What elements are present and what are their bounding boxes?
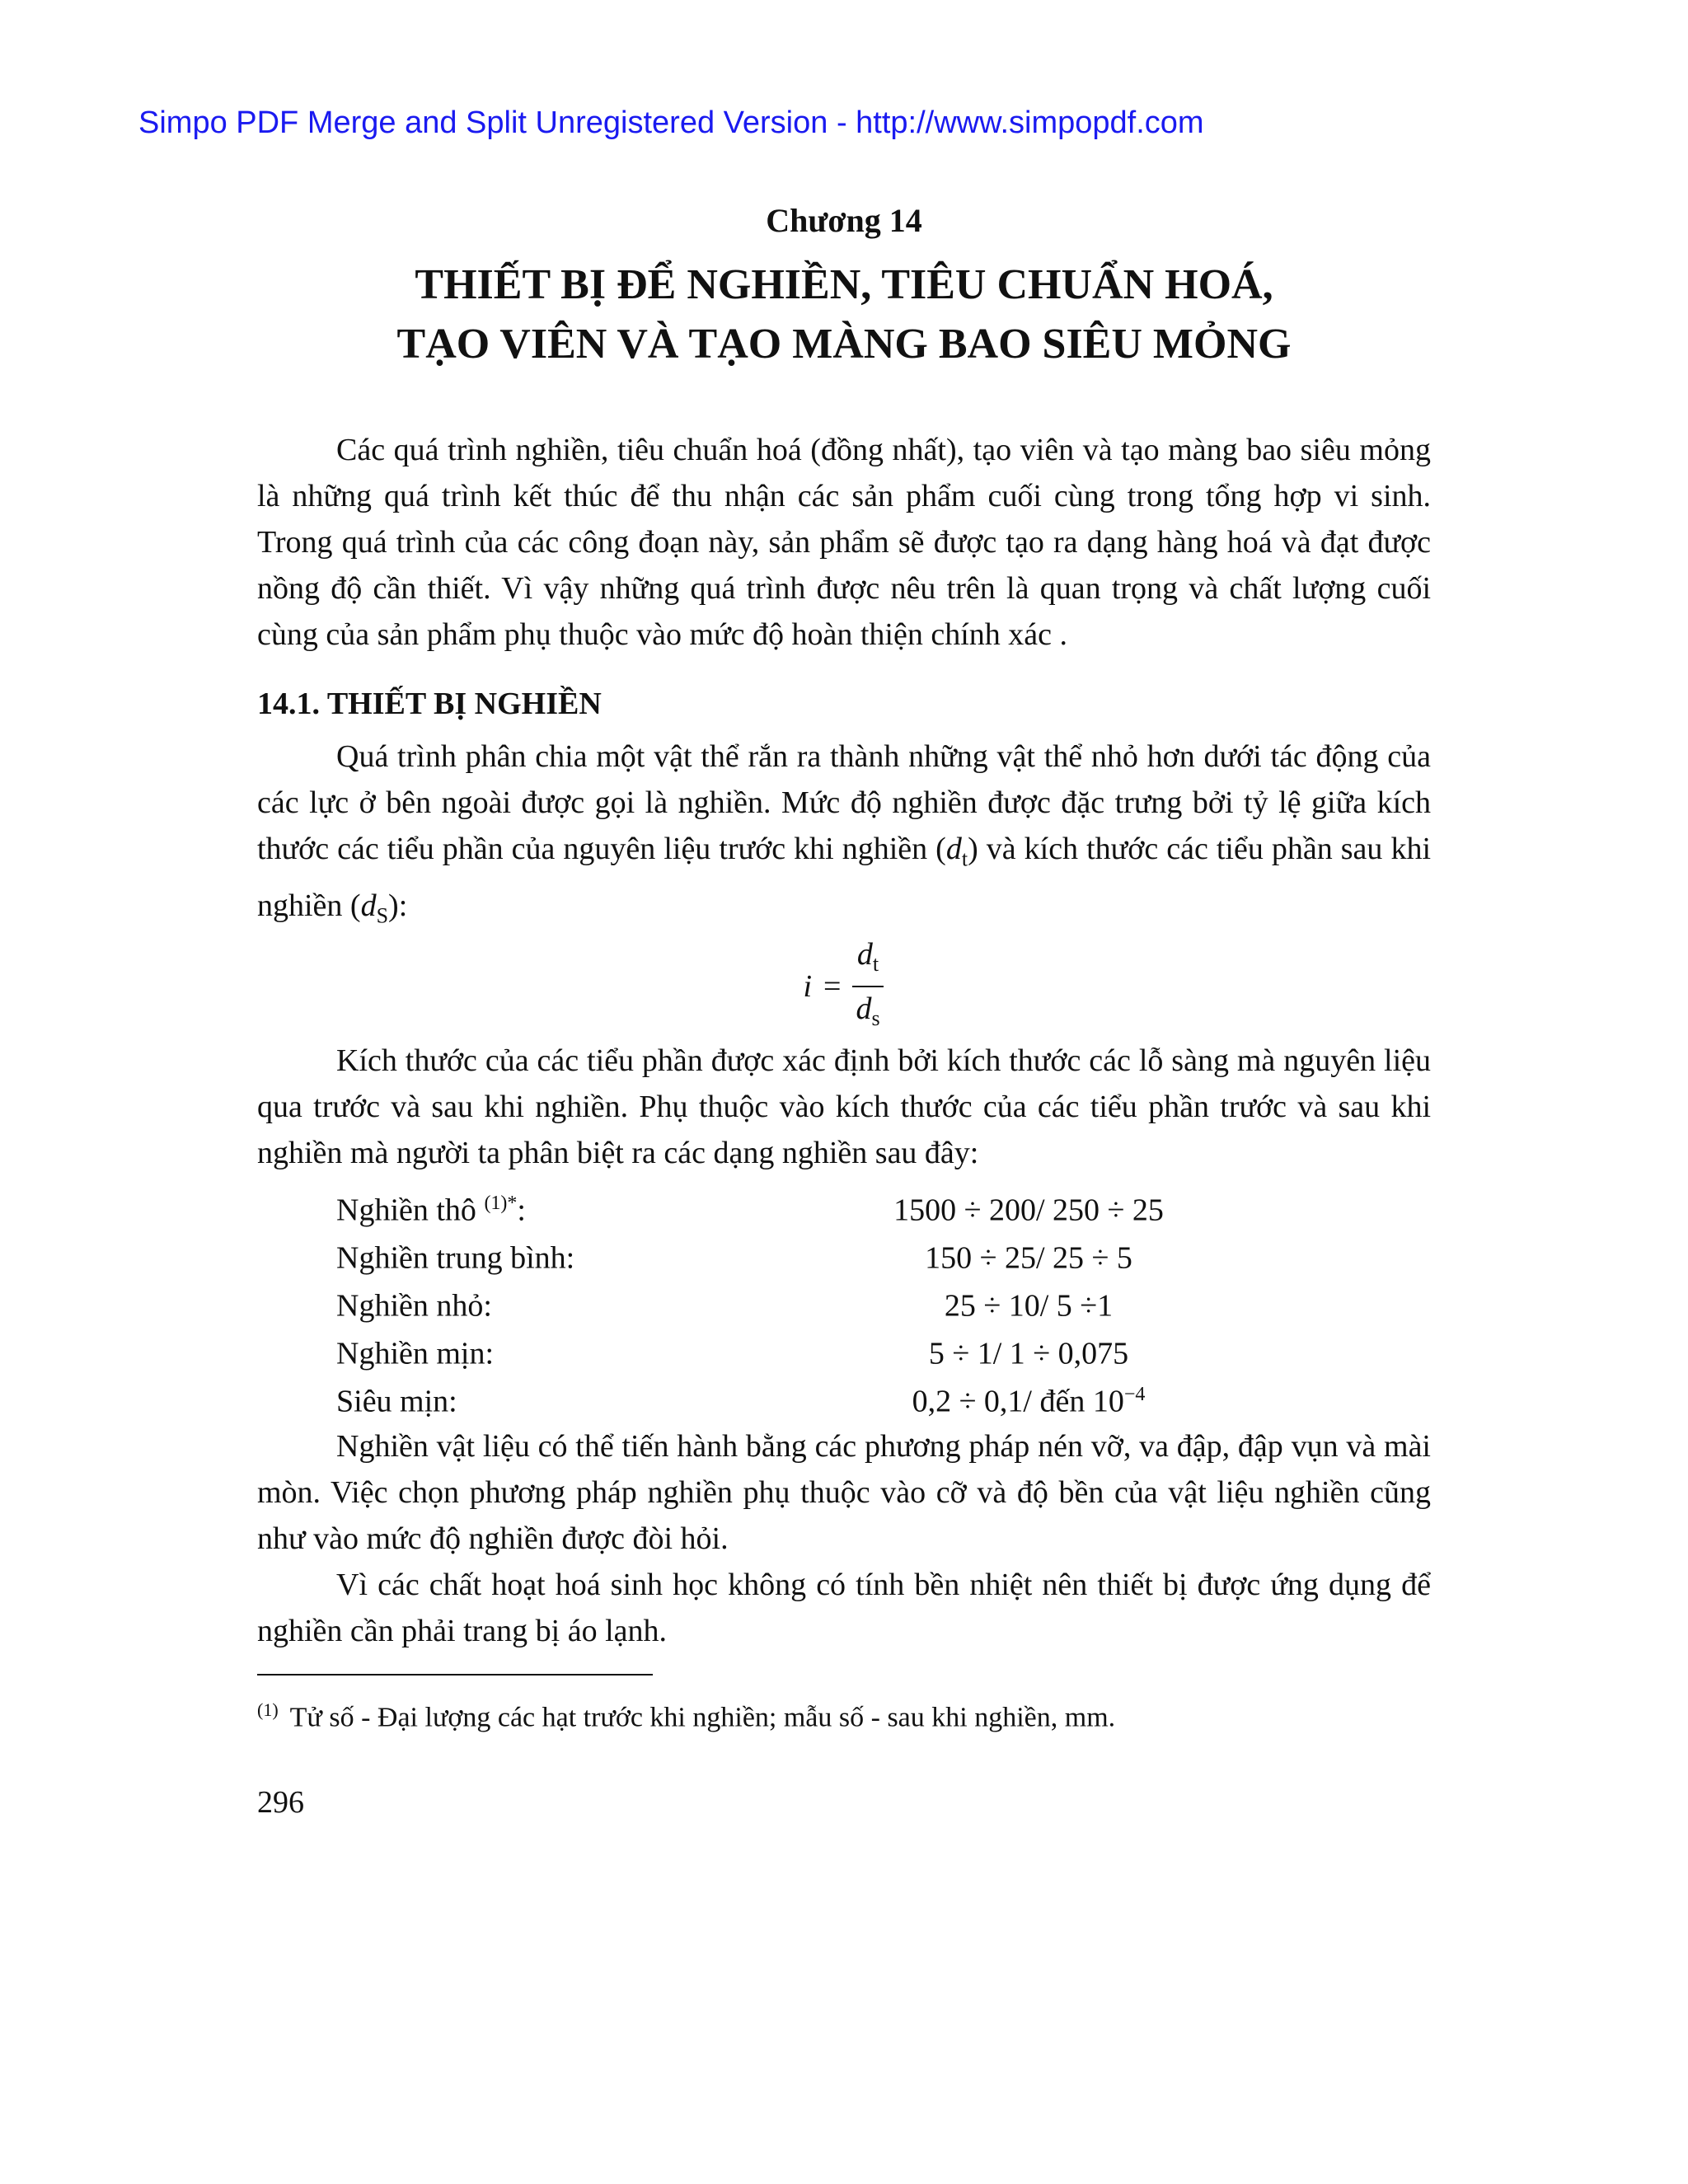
- grade-label: Nghiền mịn:: [336, 1336, 495, 1371]
- grade-row: [336, 1275, 1431, 1323]
- fraction-numerator: [852, 935, 884, 987]
- chapter-title-line-1: THIẾT BỊ ĐỂ NGHIỀN, TIÊU CHUẨN HOÁ,: [415, 261, 1273, 308]
- grade-label: Nghiền nhỏ:: [336, 1288, 492, 1324]
- definition-text-c: ):: [388, 888, 408, 923]
- grade-value-text: 5 ÷ 1/ 1 ÷ 0,075: [928, 1336, 1129, 1371]
- grade-row: [336, 1179, 1431, 1227]
- fraction-denominator: [851, 987, 884, 1038]
- subscript-s: S: [376, 903, 389, 928]
- formula-equals: =: [823, 969, 842, 1005]
- definition-text-a: Quá trình phân chia một vật thể rắn ra thành những vật thể nhỏ hơn dưới tác động của các lực ở bên ngoài được gọi là nghiền. Mức độ nghiền được đặc trưng bởi tỷ lệ giữa kích thước các tiểu phần của nguyên liệu trước khi nghiền (: [257, 739, 1431, 866]
- numerator-sub: t: [872, 952, 879, 977]
- grade-row: [336, 1227, 1431, 1275]
- grade-row: [336, 1371, 1431, 1418]
- grade-name: [336, 1371, 798, 1418]
- grade-value: [798, 1371, 1259, 1418]
- var-d: d: [945, 832, 962, 866]
- grade-value: [798, 1227, 1259, 1275]
- formula-fraction: [851, 935, 884, 1038]
- ratio-formula: [257, 937, 1431, 1033]
- grade-value-text: 150 ÷ 25/ 25 ÷ 5: [925, 1240, 1132, 1276]
- subscript-t: t: [961, 846, 968, 871]
- chapter-label: Chương 14: [766, 202, 922, 239]
- definition-text-b: ) và kích thước các tiểu phần sau khi nghiền (: [257, 832, 1432, 923]
- grade-label: Siêu mịn:: [336, 1384, 457, 1419]
- watermark-banner: Simpo PDF Merge and Split Unregistered Version - http://www.simpopdf.com: [138, 105, 1204, 140]
- paragraph-cooling: Vì các chất hoạt hoá sinh học không có tính bền nhiệt nên thiết bị được ứng dụng để nghiền cần phải trang bị áo lạnh.: [257, 1568, 1431, 1649]
- grade-value: [798, 1323, 1259, 1371]
- intro-paragraph: Các quá trình nghiền, tiêu chuẩn hoá (đồng nhất), tạo viên và tạo màng bao siêu mỏng là những quá trình kết thúc để thu nhận các sản phẩm cuối cùng trong tổng hợp vi sinh. Trong quá trình của các công đoạn này, sản phẩm sẽ được tạo ra dạng hàng hoá và đạt được nồng độ cần thiết. Vì vậy những quá trình được nêu trên là quan trọng và chất lượng cuối cùng của sản phẩm phụ thuộc vào mức độ hoàn thiện chính xác .: [257, 433, 1431, 652]
- grade-name: [336, 1275, 798, 1323]
- footnote: [257, 1690, 1431, 1737]
- numerator-var: d: [856, 937, 873, 972]
- section-heading: 14.1. THIẾT BỊ NGHIỀN: [257, 687, 602, 721]
- document-page: [257, 198, 1431, 1821]
- grade-value-text: 25 ÷ 10/ 5 ÷1: [944, 1288, 1114, 1324]
- grade-name: [336, 1179, 798, 1227]
- grade-value-exponent: −4: [1123, 1384, 1146, 1406]
- grade-row: [336, 1323, 1431, 1371]
- formula-lhs: i: [803, 969, 812, 1005]
- denominator-var: d: [856, 991, 872, 1027]
- grade-value-text: 1500 ÷ 200/ 250 ÷ 25: [893, 1193, 1164, 1228]
- grade-value-text: 0,2 ÷ 0,1/ đến 10: [912, 1384, 1124, 1419]
- grade-value: [798, 1275, 1259, 1323]
- grade-label: Nghiền trung bình:: [336, 1240, 575, 1276]
- footnote-text: Tử số - Đại lượng các hạt trước khi nghiền; mẫu số - sau khi nghiền, mm.: [289, 1702, 1116, 1733]
- grade-colon: :: [517, 1193, 526, 1228]
- paragraph-sieve: Kích thước của các tiểu phần được xác định bởi kích thước các lỗ sàng mà nguyên liệu qua trước và sau khi nghiền. Phụ thuộc vào kích thước của các tiểu phần trước và sau khi nghiền mà người ta phân biệt ra các dạng nghiền sau đây:: [257, 1043, 1431, 1171]
- denominator-sub: s: [871, 1006, 880, 1031]
- grade-name: [336, 1227, 798, 1275]
- grinding-grades-list: [336, 1179, 1431, 1418]
- paragraph-definition: [257, 733, 1431, 939]
- footnote-divider: [257, 1674, 653, 1675]
- page-number: 296: [257, 1784, 304, 1820]
- footnote-marker: (1): [257, 1699, 279, 1721]
- grade-label: Nghiền thô: [336, 1193, 485, 1228]
- chapter-title-line-2: TẠO VIÊN VÀ TẠO MÀNG BAO SIÊU MỎNG: [396, 321, 1292, 368]
- grade-footnote-marker: (1)*: [484, 1193, 518, 1215]
- chapter-title: [257, 255, 1431, 374]
- grade-value: [798, 1179, 1259, 1227]
- var-d: d: [360, 888, 377, 923]
- grade-name: [336, 1323, 798, 1371]
- paragraph-methods: Nghiền vật liệu có thể tiến hành bằng các phương pháp nén vỡ, va đập, đập vụn và mài mòn. Việc chọn phương pháp nghiền phụ thuộc vào cỡ và độ bền của vật liệu nghiền cũng như vào mức độ nghiền được đòi hỏi.: [257, 1429, 1431, 1557]
